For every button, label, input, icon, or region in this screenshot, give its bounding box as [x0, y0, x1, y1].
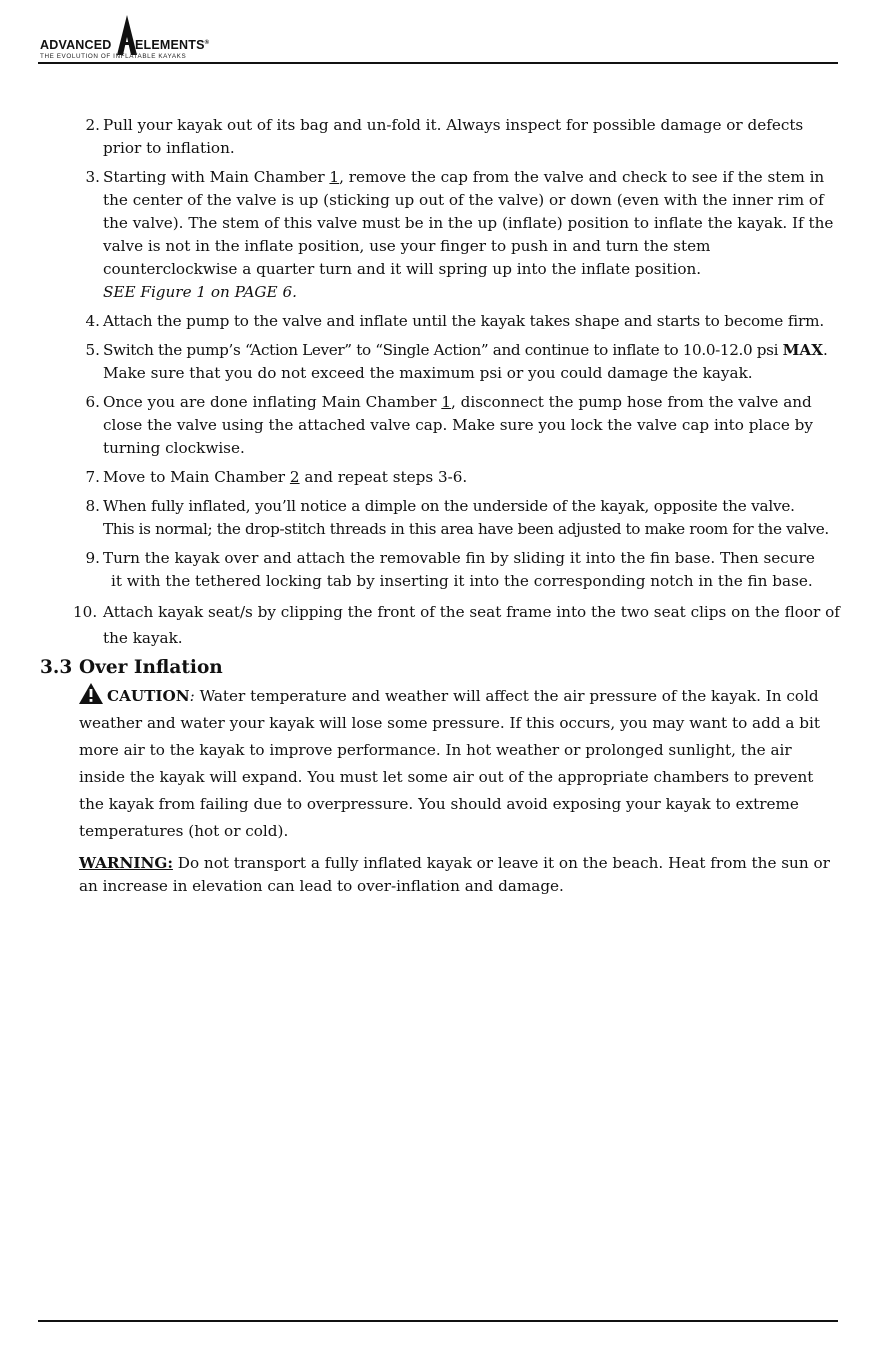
warning-paragraph — [79, 852, 843, 898]
chamber-ref: 2 — [289, 468, 300, 486]
chamber-ref: 1 — [329, 168, 340, 186]
footer-rule — [38, 1320, 838, 1322]
logo-word-right: ELEMENTS® — [135, 38, 210, 52]
caution-paragraph: CAUTION: Water temperature and weather will affect the air pressure of the kayak. In cold weather and water your kayak will lose some pressure. If this occurs, you may want to add a bit more air to the kayak to improve performance. In hot weather or prolonged sunlight, the air inside the kayak will expand. You must let some air out of the appropriate chambers to prevent the kayak from failing due to overpressure. You should avoid exposing your kayak to extreme temperatures (hot or cold). — [79, 683, 841, 845]
header-rule — [38, 62, 838, 64]
step-text: Pull your kayak out of its bag and un-fold it. Always inspect for possible damage or defects prior to inflation. — [103, 116, 804, 157]
figure-reference: SEE Figure 1 on PAGE 6. — [103, 283, 297, 301]
step-text: Attach the pump to the valve and inflate until the kayak takes shape and starts to become firm. — [103, 312, 825, 330]
caution-text: Water temperature and weather will affect the air pressure of the kayak. In cold weather and water your kayak will lose some pressure. If this occurs, you may want to add a bit more air to the kayak to improve performance. In hot weather or prolonged sunlight, the air inside the kayak will expand. You must let some air out of the appropriate chambers to prevent the kayak from failing due to overpressure. You should avoid exposing your kayak to extreme temperatures (hot or cold). — [79, 687, 820, 840]
section-title: Over Inflation — [79, 657, 223, 678]
chamber-ref: 1 — [441, 393, 451, 411]
inflation-steps-list — [73, 114, 844, 657]
warning-text: Do not transport a fully inflated kayak or leave it on the beach. Heat from the sun or an increase in elevation can lead to over-inflation and damage. — [79, 854, 830, 895]
list-item: 7. Move to Main Chamber 2 and repeat steps 3-6. — [85, 468, 468, 486]
warning-label: WARNING: — [79, 854, 173, 872]
section-heading — [40, 657, 223, 678]
list-item: 9. Turn the kayak over and attach the removable fin by sliding it into the fin base. Then secure it with the tethered locking tab by inserting it into the corresponding notch in the fin base. — [85, 549, 815, 590]
list-item: 4. Attach the pump to the valve and inflate until the kayak takes shape and starts to become firm. — [85, 312, 825, 330]
list-item: 10. Attach kayak seat/s by clipping the front of the seat frame into the two seat clips on the floor of the kayak. — [73, 603, 840, 647]
list-item: 6. Once you are done inflating Main Chamber 1, disconnect the pump hose from the valve and close the valve using the attached valve cap. Make sure you lock the valve cap into place by turning clockwise. — [85, 393, 813, 457]
list-item: 2. Pull your kayak out of its bag and un-fold it. Always inspect for possible damage or defects prior to inflation. — [85, 116, 804, 157]
warning-triangle-icon — [79, 683, 103, 704]
logo-tagline: THE EVOLUTION OF INFLATABLE KAYAKS — [40, 53, 187, 60]
caution-label: CAUTION — [107, 687, 190, 705]
section-number: 3.3 — [40, 657, 73, 678]
page-header — [38, 14, 838, 64]
list-item: 8. When fully inflated, you’ll notice a dimple on the underside of the kayak, opposite the valve. This is normal; the drop-stitch threads in this area have been adjusted to make room for the valve. — [85, 497, 829, 538]
step-text: Attach kayak seat/s by clipping the front of the seat frame into the two seat clips on the floor of the kayak. — [103, 603, 840, 647]
max-label: MAX — [782, 341, 823, 359]
list-item: 5. Switch the pump’s “Action Lever” to “Single Action” and continue to inflate to 10.0-12.0 psi MAX. Make sure that you do not exceed the maximum psi or you could damage the kayak. — [85, 341, 828, 382]
list-item: 3. Starting with Main Chamber 1, remove the cap from the valve and check to see if the stem in the center of the valve is up (sticking up out of the valve) or down (even with the inner rim of the valve). The stem of this valve must be in the up (inflate) position to inflate the kayak. If the valve is not in the inflate position, use your finger to push in and turn the stem counterclockwise a quarter turn and it will spring up into the inflate position. SEE Figure 1 on PAGE 6. — [76, 166, 844, 304]
brand-logo — [38, 14, 228, 60]
logo-word-left: ADVANCED — [40, 38, 112, 52]
